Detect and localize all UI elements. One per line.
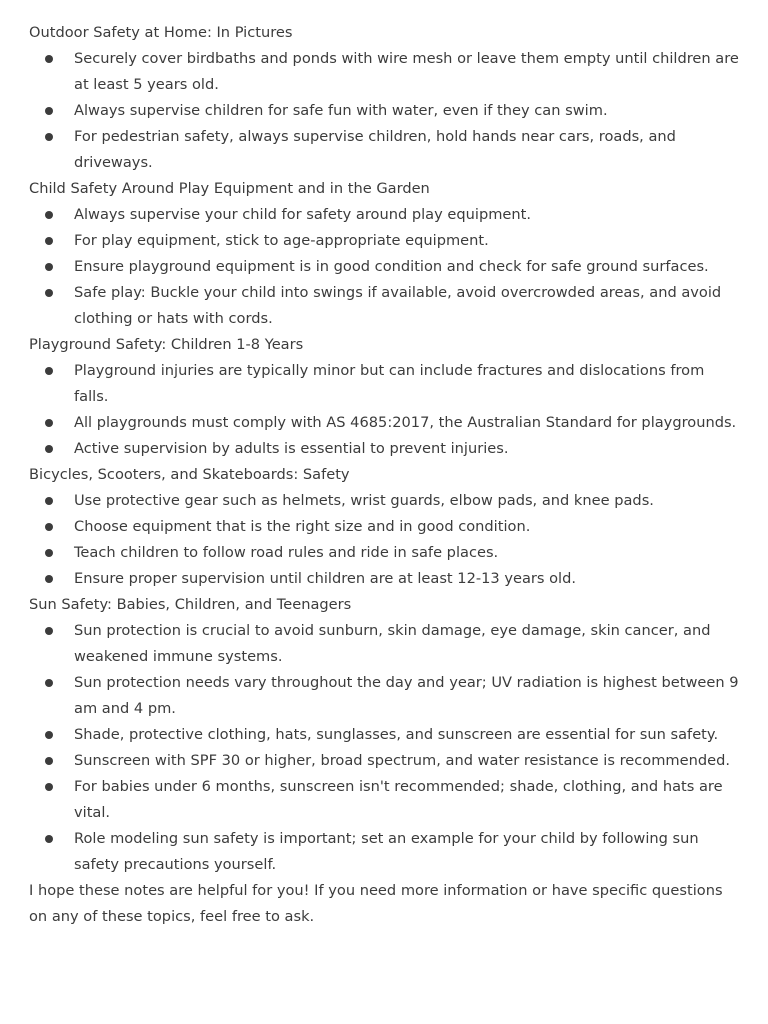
list-item [29,826,740,878]
list-item [29,488,740,514]
list-item-text: Playground injuries are typically minor but can include fractures and dislocations from falls. [74,362,705,405]
list-item-text: Sun protection needs vary throughout the day and year; UV radiation is highest between 9 am and 4 pm. [74,674,739,717]
list-item-text: Safe play: Buckle your child into swings if available, avoid overcrowded areas, and avoid clothing or hats with cords. [74,284,722,327]
list-item-text: For babies under 6 months, sunscreen isn't recommended; shade, clothing, and hats are vital. [74,778,723,821]
list-item-text: Ensure proper supervision until children are at least 12-13 years old. [74,570,577,587]
list-item [29,46,740,98]
list-item-text: Always supervise children for safe fun with water, even if they can swim. [74,102,608,119]
list-item [29,436,740,462]
list-item [29,722,740,748]
list-item [29,98,740,124]
list-item [29,410,740,436]
section-heading: Outdoor Safety at Home: In Pictures [29,24,293,41]
list-item-text: Choose equipment that is the right size and in good condition. [74,518,531,535]
bullet-list [29,488,740,592]
list-item-text: Sunscreen with SPF 30 or higher, broad spectrum, and water resistance is recommended. [74,752,731,769]
bullet-icon [45,419,53,427]
list-item [29,774,740,826]
list-item-text: Ensure playground equipment is in good condition and check for safe ground surfaces. [74,258,709,275]
bullet-icon [45,367,53,375]
bullet-icon [45,237,53,245]
bullet-list [29,202,740,332]
bullet-list [29,358,740,462]
bullet-icon [45,211,53,219]
list-item [29,618,740,670]
list-item [29,280,740,332]
bullet-list [29,618,740,878]
list-item-text: Securely cover birdbaths and ponds with wire mesh or leave them empty until children are at least 5 years old. [74,50,739,93]
bullet-icon [45,133,53,141]
bullet-icon [45,445,53,453]
bullet-list [29,46,740,176]
bullet-icon [45,289,53,297]
bullet-icon [45,523,53,531]
list-item-text: Sun protection is crucial to avoid sunburn, skin damage, eye damage, skin cancer, and weakened immune systems. [74,622,711,665]
closing-paragraph: I hope these notes are helpful for you! If you need more information or have specific questions on any of these topics, feel free to ask. [29,882,723,925]
bullet-icon [45,497,53,505]
list-item [29,358,740,410]
bullet-icon [45,679,53,687]
list-item-text: For pedestrian safety, always supervise children, hold hands near cars, roads, and driveways. [74,128,676,171]
bullet-icon [45,783,53,791]
section-heading: Playground Safety: Children 1-8 Years [29,336,304,353]
list-item [29,748,740,774]
list-item [29,566,740,592]
list-item-text: Use protective gear such as helmets, wrist guards, elbow pads, and knee pads. [74,492,654,509]
list-item [29,202,740,228]
list-item-text: Teach children to follow road rules and ride in safe places. [74,544,499,561]
bullet-icon [45,107,53,115]
list-item-text: All playgrounds must comply with AS 4685:2017, the Australian Standard for playgrounds. [74,414,737,431]
section-heading: Bicycles, Scooters, and Skateboards: Safety [29,466,350,483]
bullet-icon [45,549,53,557]
list-item-text: Role modeling sun safety is important; set an example for your child by following sun safety precautions yourself. [74,830,699,873]
list-item [29,514,740,540]
bullet-icon [45,263,53,271]
list-item [29,124,740,176]
section-heading: Sun Safety: Babies, Children, and Teenagers [29,596,352,613]
bullet-icon [45,757,53,765]
bullet-icon [45,627,53,635]
list-item-text: For play equipment, stick to age-appropriate equipment. [74,232,489,249]
list-item-text: Shade, protective clothing, hats, sunglasses, and sunscreen are essential for sun safety. [74,726,719,743]
bullet-icon [45,55,53,63]
list-item [29,254,740,280]
section-heading: Child Safety Around Play Equipment and in the Garden [29,180,430,197]
list-item [29,670,740,722]
bullet-icon [45,835,53,843]
list-item [29,228,740,254]
list-item-text: Active supervision by adults is essential to prevent injuries. [74,440,509,457]
list-item-text: Always supervise your child for safety around play equipment. [74,206,532,223]
bullet-icon [45,575,53,583]
bullet-icon [45,731,53,739]
list-item [29,540,740,566]
